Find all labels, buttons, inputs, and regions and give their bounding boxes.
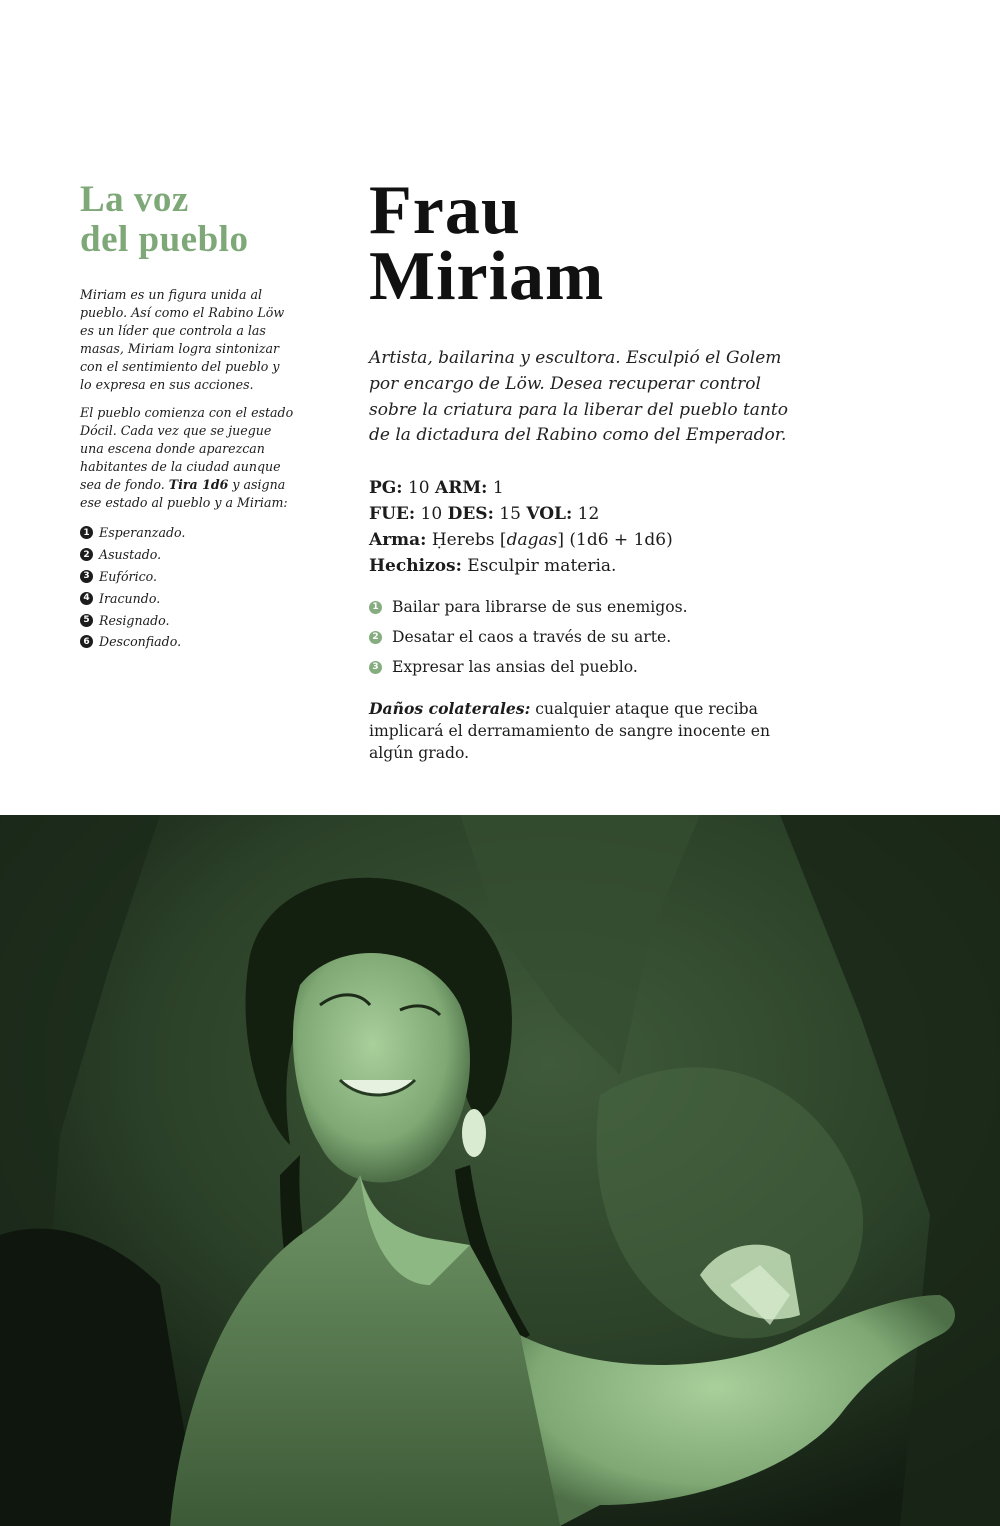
sidebar-title [80, 180, 294, 260]
state-label: Resignado. [99, 612, 170, 628]
sidebar [80, 180, 294, 653]
arma-name: Ḥerebs [ [426, 530, 507, 551]
sidebar-title-line1: La voz [80, 179, 189, 220]
arma-label: Arma: [369, 530, 427, 551]
state-label: Eufórico. [99, 568, 158, 584]
vol-value: 12 [572, 504, 600, 525]
character-name-line1: Frau [369, 172, 521, 249]
sidebar-paragraph-1: Miriam es un figura unida al pueblo. Así como el Rabino Löw es un líder que controla a las masas, Miriam logra sintonizar con el sentimiento del pueblo y lo expresa en sus acciones. [80, 287, 285, 392]
pg-label: PG: [369, 478, 403, 499]
die-number-icon: 2 [80, 548, 93, 561]
character-sheet [369, 172, 809, 764]
list-item [80, 566, 294, 588]
arma-damage: ] (1d6 + 1d6) [557, 530, 673, 551]
die-number-icon: 1 [80, 526, 93, 539]
paragraph2-after: y asigna ese estado al pueblo y a Miriam: [80, 477, 288, 510]
stat-line-pg-arm [369, 475, 809, 501]
collateral-label: Daños colaterales: [369, 699, 531, 719]
stat-line-weapon [369, 527, 809, 553]
paragraph2-bold: Tira 1d6 [168, 477, 229, 492]
pg-value: 10 [402, 478, 436, 499]
arm-label: ARM: [435, 478, 488, 499]
sidebar-title-line2: del pueblo [80, 219, 249, 260]
state-label: Desconfiado. [99, 634, 182, 650]
fue-label: FUE: [369, 504, 416, 525]
character-name-line2: Miriam [369, 238, 605, 315]
sidebar-paragraph-2 [80, 404, 294, 512]
die-number-icon: 6 [80, 635, 93, 648]
list-item [80, 522, 294, 544]
state-label: Esperanzado. [99, 525, 186, 541]
die-number-icon: 3 [80, 570, 93, 583]
fue-value: 10 [415, 504, 448, 525]
list-item [80, 631, 294, 653]
arma-type: dagas [506, 530, 558, 551]
character-photo-illustration [0, 815, 1000, 1526]
collateral-damage-note [369, 698, 809, 764]
state-label: Iracundo. [99, 590, 161, 606]
ability-number-icon: 1 [369, 601, 382, 614]
list-item [80, 544, 294, 566]
des-value: 15 [493, 504, 527, 525]
state-label: Asustado. [99, 547, 162, 563]
paragraph2-before: El pueblo comienza con el estado Dócil. Cada vez que se juegue una escena donde aparezcan habitantes de la ciudad aunque sea de fondo. [80, 405, 294, 492]
stat-line-spells [369, 553, 809, 579]
hechizos-value: Esculpir materia. [461, 556, 617, 577]
collateral-text: cualquier ataque que reciba implicará el derramamiento de sangre inocente en algún grado. [369, 700, 771, 763]
states-list [80, 522, 294, 653]
character-name [369, 172, 809, 315]
list-item [369, 592, 809, 622]
hechizos-label: Hechizos: [369, 556, 462, 577]
character-photo [0, 815, 1000, 1526]
ability-number-icon: 3 [369, 661, 382, 674]
ability-label: Bailar para librarse de sus enemigos. [392, 598, 688, 617]
die-number-icon: 5 [80, 614, 93, 627]
list-item [369, 622, 809, 652]
list-item [369, 652, 809, 682]
list-item [80, 609, 294, 631]
vol-label: VOL: [526, 504, 573, 525]
arm-value: 1 [487, 478, 504, 499]
stat-line-attributes [369, 501, 809, 527]
character-description: Artista, bailarina y escultora. Esculpió el Golem por encargo de Löw. Desea recuperar control sobre la criatura para la liberar del pueblo tanto de la dictadura del Rabino como del Emperador. [369, 348, 788, 446]
ability-label: Desatar el caos a través de su arte. [392, 628, 672, 647]
stat-block [369, 475, 809, 579]
ability-label: Expresar las ansias del pueblo. [392, 658, 638, 677]
abilities-list [369, 592, 809, 682]
list-item [80, 587, 294, 609]
des-label: DES: [447, 504, 494, 525]
die-number-icon: 4 [80, 592, 93, 605]
ability-number-icon: 2 [369, 631, 382, 644]
